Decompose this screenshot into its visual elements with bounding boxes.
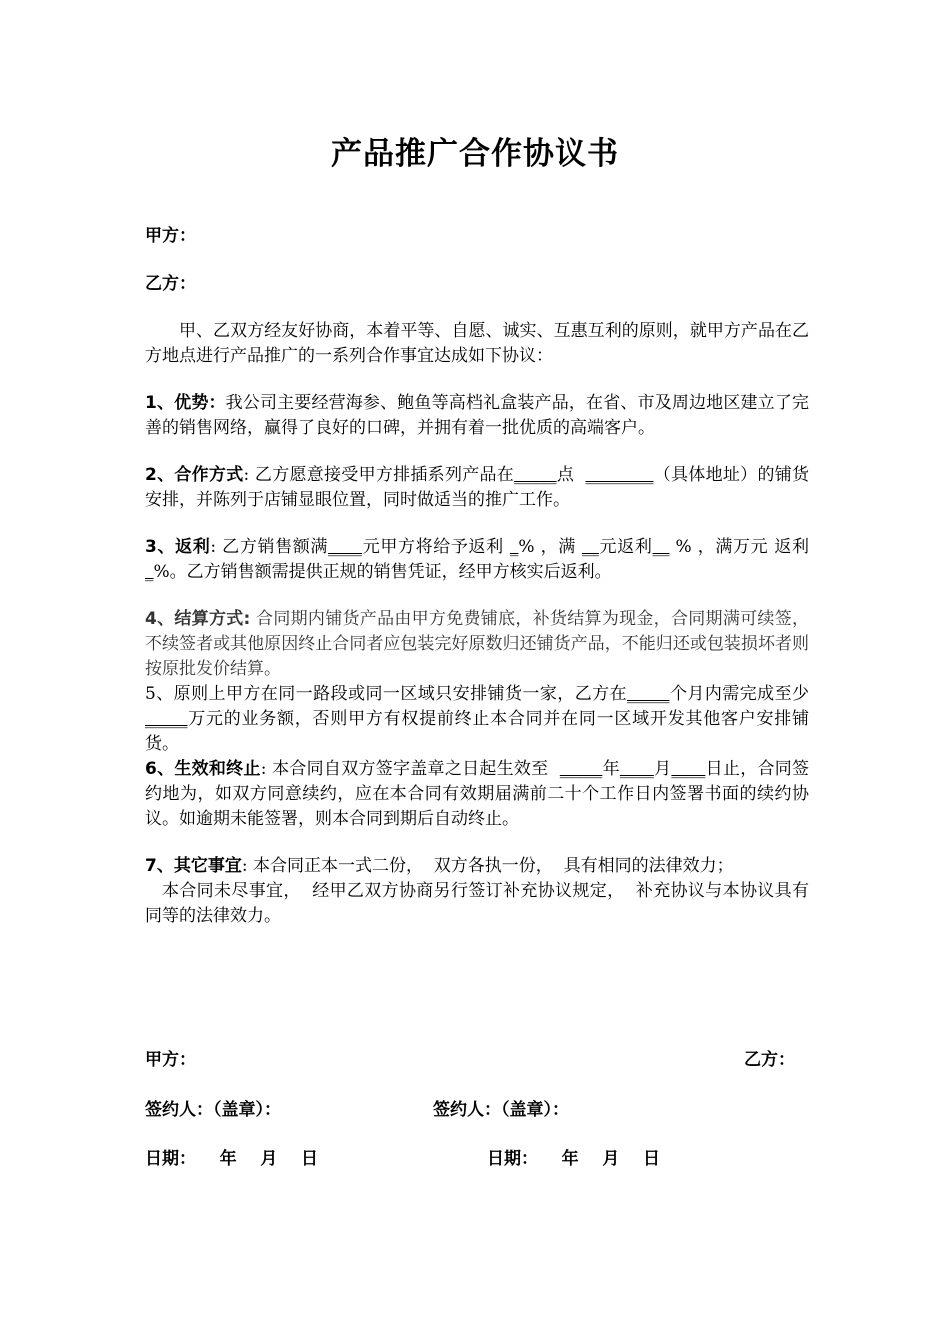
clause-5-text-b: 个月内需完成至少: [669, 684, 809, 704]
signature-party-b: 乙方：: [744, 1050, 795, 1070]
clause-2-blank-a: _____: [514, 465, 557, 485]
clause-5-text-c: 万元的业务额，否则甲方有权提前终止本合同并在同一区域开发其他客户安排铺货。: [145, 709, 809, 754]
clause-2-colon: :: [243, 465, 250, 485]
clause-6-text-b: 年: [602, 759, 620, 779]
clause-6-text-d: 日止，合同签约地为，如双方同意续约，应在本合同有效期届满前二十个工作日内签署书面的续约协议。如逾期未能签署，则本合同到期后自动终止。: [145, 759, 810, 829]
clause-3-blank-b: _: [509, 537, 519, 557]
clause-5: [145, 682, 809, 757]
clause-7-heading: 7、其它事宜: [145, 856, 242, 876]
clause-3-blank-c: __: [581, 537, 599, 557]
clause-7-continuation: 本合同未尽事宜， 经甲乙双方协商另行签订补充协议规定， 补充协议与本协议具有同等的法律效力。: [145, 881, 809, 926]
clause-3-text-e: % ，满万元 返利: [669, 537, 809, 557]
clause-4-heading: 4、结算方式:: [145, 609, 251, 629]
signature-party-a: 甲方：: [145, 1050, 196, 1070]
clause-6-heading: 6、生效和终止: [145, 759, 261, 779]
clause-3-text-c: % ，满: [518, 537, 582, 557]
clause-1-text: 我公司主要经营海参、鲍鱼等高档礼盒装产品，在省、市及周边地区建立了完善的销售网络，赢得了良好的口碑，并拥有着一批优质的高端客户。: [145, 393, 809, 438]
clause-1-heading: 1、优势：: [145, 393, 226, 413]
clause-3-blank-e: _: [145, 562, 154, 582]
clause-3-blank-d: __: [652, 537, 670, 557]
clause-7: [145, 854, 809, 879]
clause-2-text-a: 乙方愿意接受甲方排插系列产品在: [249, 465, 515, 485]
document-title: 产品推广合作协议书: [331, 136, 619, 172]
clause-5-text-a: 5、原则上甲方在同一路段或同一区域只安排铺货一家，乙方在: [145, 684, 628, 704]
clause-6-text-c: 月: [653, 759, 672, 779]
clause-4-text: 合同期内铺货产品由甲方免费铺底，补货结算为现金，合同期满可续签，不续签者或其他原因终止合同者应包装完好原数归还铺货产品，不能归还或包装损坏者则按原批发价结算。: [145, 609, 809, 679]
clause-2-text-b: 点: [556, 465, 586, 485]
clause-3-heading: 3、返利: [145, 537, 211, 557]
signer-b: 签约人：（盖章）：: [433, 1100, 569, 1120]
clause-5-blank-a: _____: [627, 684, 670, 704]
clause-3-text-a: 乙方销售额满: [216, 537, 329, 557]
clause-7-colon: :: [241, 856, 248, 876]
clause-6-blank-a: _____: [559, 759, 603, 779]
clause-4: [145, 607, 809, 682]
signer-a: 签约人：（盖章）：: [145, 1100, 281, 1120]
clause-3-text-f: %。乙方销售额需提供正规的销售凭证，经甲方核实后返利。: [153, 562, 612, 582]
clause-3-text-d: 元返利: [598, 537, 653, 557]
party-a-label: 甲方：: [145, 226, 196, 246]
intro-paragraph: 甲、乙双方经友好协商，本着平等、自愿、诚实、互惠互利的原则，就甲方产品在乙方地点进行产品推广的一系列合作事宜达成如下协议：: [145, 321, 809, 366]
document-body: [145, 224, 809, 929]
clause-2: [145, 463, 809, 513]
clause-6-colon: :: [260, 759, 267, 779]
clause-7-text: 本合同正本一式二份， 双方各执一份， 具有相同的法律效力；: [247, 856, 734, 876]
clause-3-blank-a: ____: [328, 537, 363, 557]
clause-3: [145, 535, 809, 585]
clause-2-text-c: （具体地址）的铺货安排，并陈列于店铺显眼位置，同时做适当的推广工作。: [145, 465, 809, 510]
clause-5-blank-b: _____: [145, 709, 188, 729]
clause-6-blank-b: ____: [619, 759, 654, 779]
clause-6-blank-c: ____: [671, 759, 706, 779]
clause-6-text-a: 本合同自双方签字盖章之日起生效至: [266, 759, 560, 779]
date-b: 日期： 年 月 日: [487, 1149, 661, 1169]
clause-2-blank-b: ________: [585, 465, 654, 485]
clause-1: [145, 391, 809, 441]
clause-3-colon: :: [210, 537, 217, 557]
date-a: 日期： 年 月 日: [145, 1149, 319, 1169]
clause-2-heading: 2、合作方式: [145, 465, 244, 485]
clause-6: [145, 757, 809, 832]
party-b-label: 乙方：: [145, 274, 196, 294]
clause-3-text-b: 元甲方将给予返利: [362, 537, 510, 557]
